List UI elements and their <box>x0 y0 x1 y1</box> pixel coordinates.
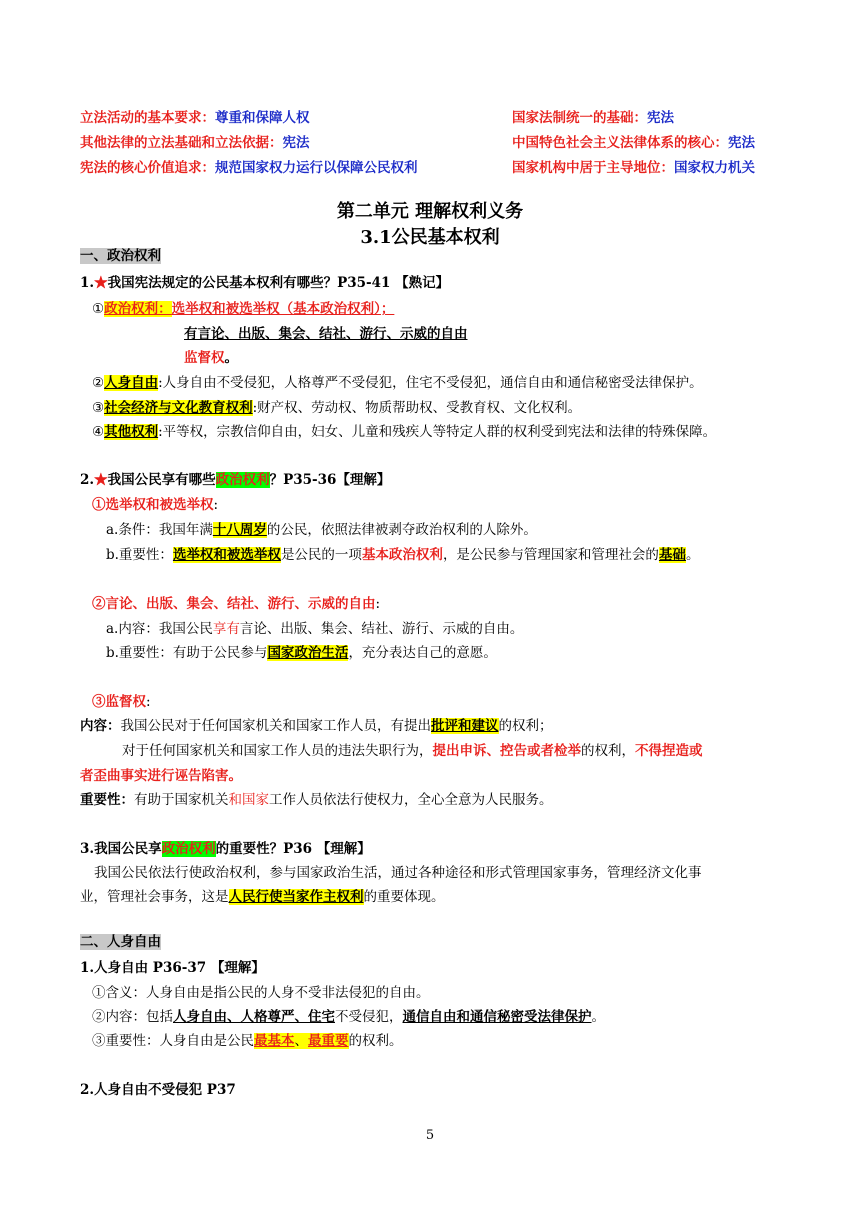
right-item-1c: 监督权。 <box>184 350 238 366</box>
section-heading: 二、人身自由 <box>80 934 161 950</box>
summary-label: 中国特色社会主义法律体系的核心： <box>512 135 728 151</box>
freedom-importance: b.重要性：有助于公民参与国家政治生活，充分表达自己的意愿。 <box>106 645 497 661</box>
summary-value: 尊重和保障人权 <box>215 110 310 126</box>
summary-line-3-left <box>80 158 418 178</box>
page-number: 5 <box>425 1128 435 1143</box>
summary-line-1-right <box>512 108 674 128</box>
personal-freedom-meaning: ①含义：人身自由是指公民的人身不受非法侵犯的自由。 <box>92 985 430 1001</box>
unit-title: 第二单元 理解权利义务 <box>336 201 524 222</box>
summary-value: 国家权力机关 <box>674 160 755 176</box>
summary-line-2-right <box>512 133 755 153</box>
star-icon: ★ <box>94 275 108 291</box>
election-importance: b.重要性：选举权和被选举权是公民的一项基本政治权利，是公民参与管理国家和管理社会的基础。 <box>106 547 700 563</box>
subsection-election: ①选举权和被选举权: <box>92 497 219 513</box>
question-2: 2.★我国公民享有哪些政治权利？P35-36【理解】 <box>80 472 391 488</box>
lesson-title: 3.1公民基本权利 <box>360 227 500 248</box>
election-condition: a.条件：我国年满十八周岁的公民，依照法律被剥夺政治权利的人除外。 <box>106 522 537 538</box>
summary-label: 其他法律的立法基础和立法依据： <box>80 135 283 151</box>
summary-value: 规范国家权力运行以保障公民权利 <box>215 160 418 176</box>
summary-line-1-left <box>80 108 310 128</box>
question-3: 3.我国公民享政治权利的重要性？P36 【理解】 <box>80 841 371 857</box>
right-item-3: ③社会经济与文化教育权利:财产权、劳动权、物质帮助权、受教育权、文化权利。 <box>92 400 582 416</box>
summary-label: 立法活动的基本要求： <box>80 110 215 126</box>
summary-value: 宪法 <box>728 135 755 151</box>
right-item-2: ②人身自由:人身自由不受侵犯，人格尊严不受侵犯，住宅不受侵犯，通信自由和通信秘密受法律保护。 <box>92 375 703 391</box>
right-item-1: ①政治权利：选举权和被选举权（基本政治权利）； <box>92 301 395 317</box>
subsection-supervision: ③监督权: <box>92 694 151 710</box>
question-personal-freedom-2: 2.人身自由不受侵犯 P37 <box>80 1082 236 1098</box>
section-heading: 一、政治权利 <box>80 248 161 264</box>
freedom-content: a.内容：我国公民享有言论、出版、集会、结社、游行、示威的自由。 <box>106 621 524 637</box>
star-icon: ★ <box>94 472 108 488</box>
question-personal-freedom: 1.人身自由 P36-37 【理解】 <box>80 960 265 976</box>
question-3-answer-line-1: 我国公民依法行使政治权利，参与国家政治生活，通过各种途径和形式管理国家事务，管理经济文化事 <box>94 865 702 881</box>
question-1: 1.★我国宪法规定的公民基本权利有哪些？P35-41 【熟记】 <box>80 275 450 291</box>
summary-line-3-right <box>512 158 755 178</box>
summary-value: 宪法 <box>282 135 310 151</box>
right-item-1b: 有言论、出版、集会、结社、游行、示威的自由 <box>184 326 468 342</box>
personal-freedom-content: ②内容：包括人身自由、人格尊严、住宅不受侵犯，通信自由和通信秘密受法律保护。 <box>92 1009 605 1025</box>
personal-freedom-importance: ③重要性：人身自由是公民最基本、最重要的权利。 <box>92 1033 403 1049</box>
question-3-answer-line-2: 业，管理社会事务，这是人民行使当家作主权利的重要体现。 <box>80 889 445 905</box>
supervision-content-2: 对于任何国家机关和国家工作人员的违法失职行为，提出申诉、控告或者检举的权利，不得捏造或 <box>122 743 703 759</box>
summary-line-2-left <box>80 133 310 153</box>
supervision-content: 内容：我国公民对于任何国家机关和国家工作人员，有提出批评和建议的权利； <box>80 718 553 734</box>
summary-label: 国家机构中居于主导地位： <box>512 160 674 176</box>
supervision-content-3: 者歪曲事实进行诬告陷害。 <box>80 768 242 784</box>
supervision-importance: 重要性：有助于国家机关和国家工作人员依法行使权力，全心全意为人民服务。 <box>80 792 553 808</box>
summary-value: 宪法 <box>647 110 674 126</box>
summary-label: 宪法的核心价值追求： <box>80 160 215 176</box>
subsection-freedom: ②言论、出版、集会、结社、游行、示威的自由: <box>92 596 381 612</box>
right-item-4: ④其他权利:平等权，宗教信仰自由，妇女、儿童和残疾人等特定人群的权利受到宪法和法律的特殊保障。 <box>92 424 717 440</box>
summary-label: 国家法制统一的基础： <box>512 110 647 126</box>
